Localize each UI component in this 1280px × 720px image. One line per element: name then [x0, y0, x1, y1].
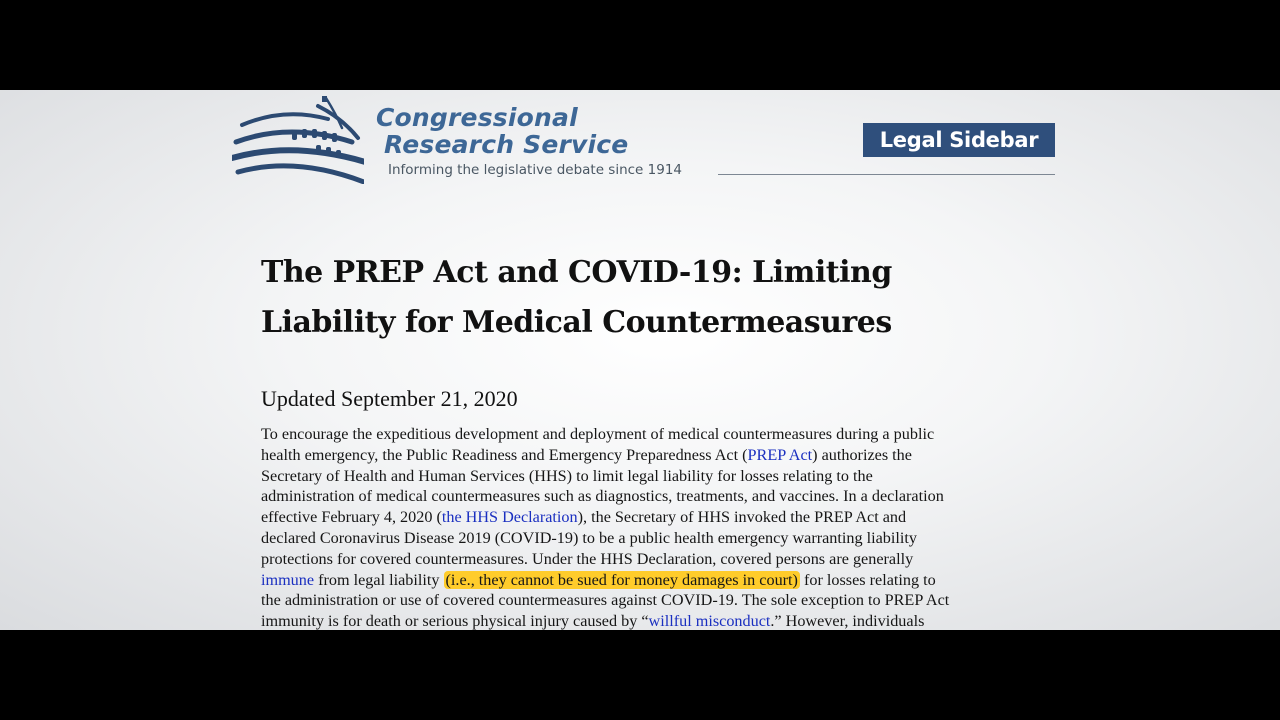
- paragraph-text: ), the Secretary of HHS invoked the PREP Act and: [577, 508, 907, 527]
- paragraph-text: from legal liability: [314, 570, 444, 589]
- paragraph-line: [261, 507, 1051, 528]
- hhs-declaration-link[interactable]: the HHS Declaration: [441, 508, 578, 527]
- paragraph-line: administration of medical countermeasures such as diagnostics, treatments, and vaccines. In a declaration: [261, 487, 944, 506]
- document-title-line1: The PREP Act and COVID-19: Limiting: [261, 255, 892, 290]
- organization-name: [376, 104, 628, 158]
- paragraph-text: health emergency, the Public Readiness and Emergency Preparedness Act (: [261, 445, 748, 464]
- prep-act-link[interactable]: PREP Act: [747, 445, 813, 464]
- paragraph-line: [261, 570, 1051, 591]
- capitol-dome-logo: [232, 92, 364, 184]
- immune-link[interactable]: immune: [261, 570, 315, 589]
- paragraph-line: [261, 611, 1051, 630]
- organization-tagline: Informing the legislative debate since 1914: [388, 162, 683, 178]
- paragraph-text: .” However, individuals: [770, 612, 925, 630]
- document-title-line2: Liability for Medical Countermeasures: [261, 305, 892, 340]
- willful-misconduct-link[interactable]: willful misconduct: [648, 612, 771, 630]
- updated-date: Updated September 21, 2020: [261, 386, 518, 411]
- highlighted-phrase: (i.e., they cannot be sued for money damages in court): [445, 570, 798, 589]
- organization-name-line1: Congressional: [376, 103, 578, 132]
- paragraph-text: ) authorizes the: [812, 445, 912, 464]
- document-title: [261, 248, 1021, 348]
- organization-name-line2: Research Service: [384, 130, 629, 159]
- letterbox-top: [0, 0, 1280, 90]
- paragraph-line: [261, 445, 1051, 466]
- paragraph-line: To encourage the expeditious development and deployment of medical countermeasures during a public: [261, 425, 935, 443]
- paragraph-line: protections for covered countermeasures. Under the HHS Declaration, covered persons are generally: [261, 549, 914, 568]
- paragraph-text: for losses relating to: [799, 570, 936, 589]
- paragraph-text: effective February 4, 2020 (: [261, 508, 442, 527]
- legal-sidebar-badge: Legal Sidebar: [863, 123, 1055, 157]
- intro-paragraph: [261, 424, 1051, 630]
- letterbox-bottom: [0, 630, 1280, 720]
- header-divider: [718, 174, 1055, 175]
- paragraph-text: immunity is for death or serious physical injury caused by “: [261, 612, 649, 630]
- paragraph-line: the administration or use of covered countermeasures against COVID-19. The sole exception to PREP Act: [261, 591, 950, 610]
- paragraph-line: declared Coronavirus Disease 2019 (COVID-19) to be a public health emergency warranting liability: [261, 528, 917, 547]
- document-page: [0, 90, 1280, 630]
- paragraph-line: Secretary of Health and Human Services (HHS) to limit legal liability for losses relating to the: [261, 466, 873, 485]
